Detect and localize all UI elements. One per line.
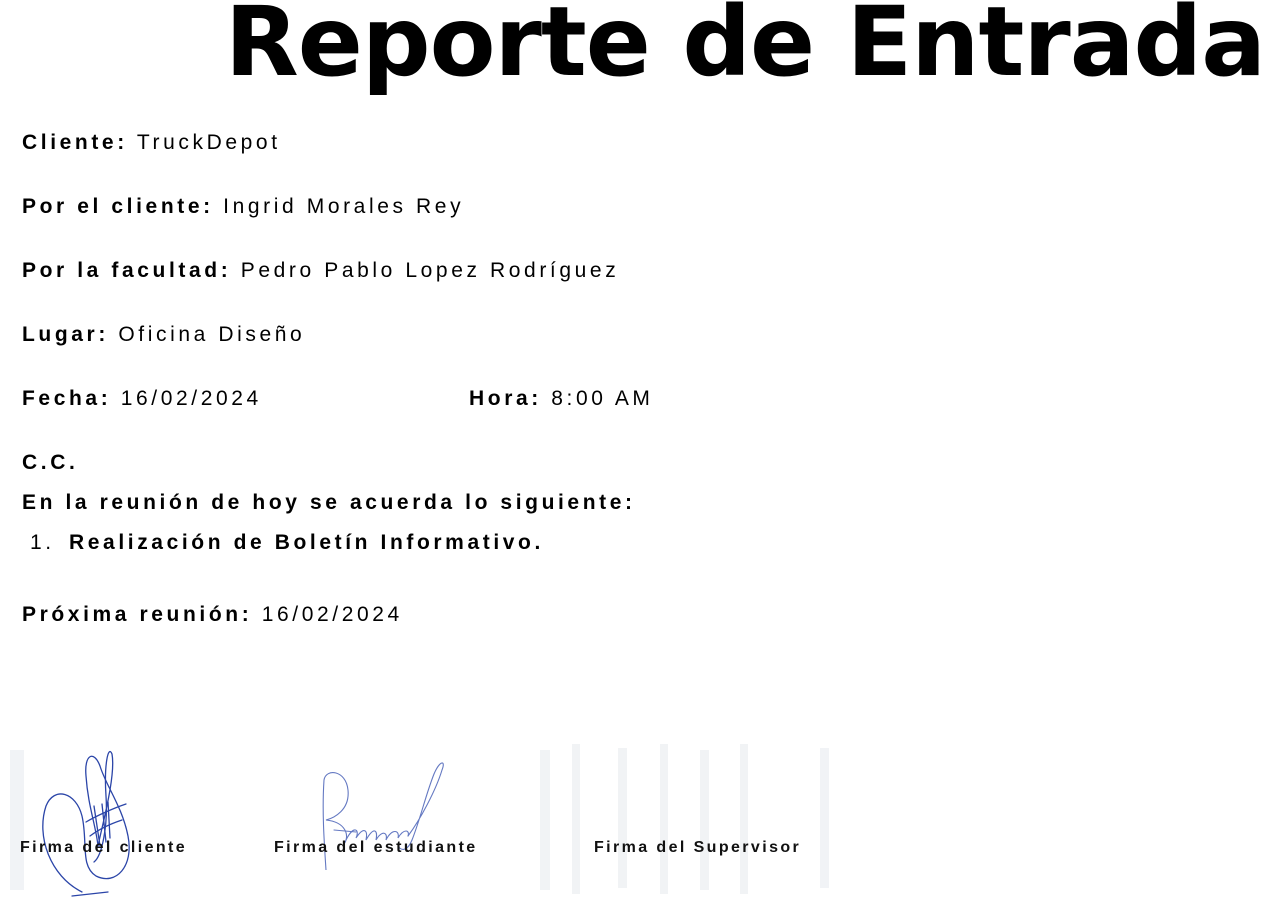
field-lugar xyxy=(22,323,305,347)
field-value: 16/02/2024 xyxy=(261,603,403,626)
field-value: Pedro Pablo Lopez Rodríguez xyxy=(240,259,620,282)
field-por-la-facultad xyxy=(22,259,619,283)
client-signature-label: Firma del cliente xyxy=(20,839,188,856)
field-hora xyxy=(469,387,654,411)
field-label: C.C. xyxy=(22,451,79,474)
supervisor-signature-label: Firma del Supervisor xyxy=(594,839,802,856)
field-proxima-reunion xyxy=(22,603,403,627)
field-value: Oficina Diseño xyxy=(118,323,306,346)
field-value: 16/02/2024 xyxy=(120,387,262,410)
field-label: Hora: xyxy=(469,387,542,410)
list-item: Realización de Boletín Informativo. xyxy=(69,531,544,554)
document-title: Reporte de Entrada xyxy=(224,0,1265,98)
student-signature-label: Firma del estudiante xyxy=(274,839,478,856)
field-value: Ingrid Morales Rey xyxy=(223,195,465,218)
field-label: Por la facultad: xyxy=(22,259,232,282)
field-cliente xyxy=(22,131,281,155)
field-label: Por el cliente: xyxy=(22,195,214,218)
field-label: Fecha: xyxy=(22,387,112,410)
field-label: Cliente: xyxy=(22,131,128,154)
field-label: Próxima reunión: xyxy=(22,603,253,626)
field-cc xyxy=(22,451,78,475)
list-item-number: 1. xyxy=(30,531,55,554)
field-por-el-cliente xyxy=(22,195,464,219)
field-fecha xyxy=(22,387,262,411)
field-label: Lugar: xyxy=(22,323,109,346)
client-signature-image xyxy=(36,746,140,900)
agreement-intro: En la reunión de hoy se acuerda lo siguiente: xyxy=(22,491,636,514)
field-value: 8:00 AM xyxy=(551,387,654,410)
field-value: TruckDepot xyxy=(136,131,281,154)
